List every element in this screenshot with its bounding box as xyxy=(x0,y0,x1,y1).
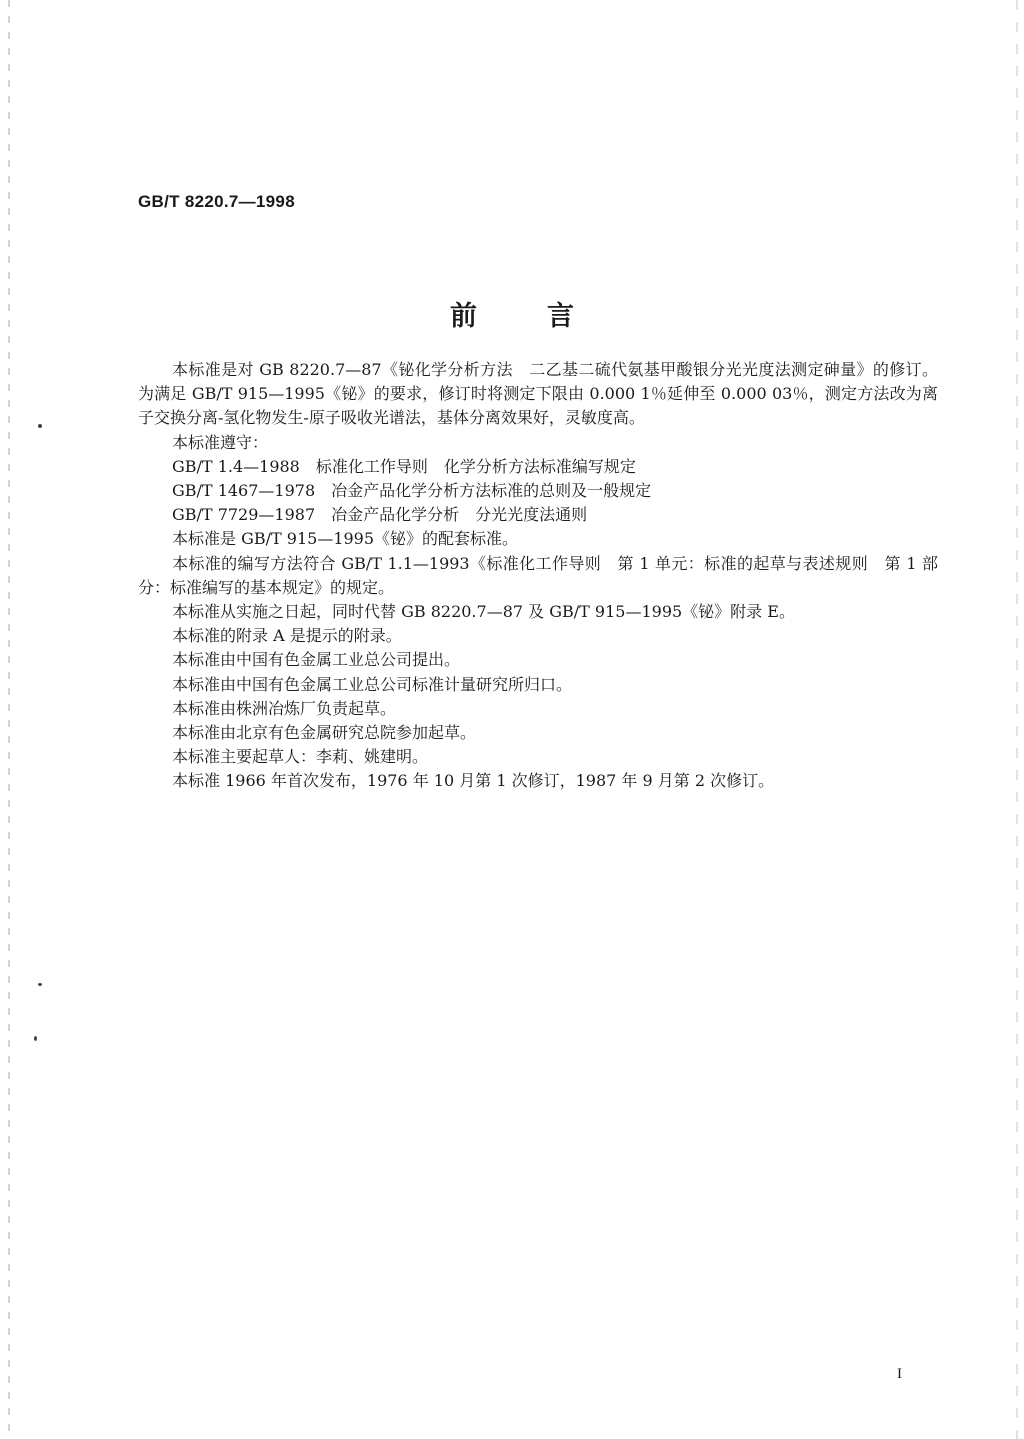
body-paragraph: 本标准是 GB/T 915—1995《铋》的配套标准。 xyxy=(172,529,519,549)
intro-paragraph: 本标准是对 GB 8220.7—87《铋化学分析方法 二乙基二硫代氨基甲酸银分光光度法测定砷量》的修订。为满足 GB/T 915—1995《铋》的要求，修订时将测定下限由 0.000 1％延伸至 0.000 03％，测定方法改为离子交换分离-氢化物发生-原子吸收光谱法，基体分离效果好，灵敏度高。 xyxy=(138,360,938,428)
body-paragraph: 本标准 1966 年首次发布，1976 年 10 月第 1 次修订，1987 年 9 月第 2 次修订。 xyxy=(172,771,775,791)
intro-paragraph: 本标准遵守： xyxy=(172,432,269,452)
body-paragraph: 本标准由中国有色金属工业总公司标准计量研究所归口。 xyxy=(172,674,573,694)
referenced-standards-list xyxy=(138,455,938,528)
scan-speck xyxy=(38,983,42,986)
foreword-body xyxy=(138,358,938,794)
referenced-standard: GB/T 7729—1987 冶金产品化学分析 分光光度法通则 xyxy=(172,505,588,525)
body-paragraph: 本标准从实施之日起，同时代替 GB 8220.7—87 及 GB/T 915—1995《铋》附录 E。 xyxy=(172,602,795,622)
body-paragraph: 本标准的附录 A 是提示的附录。 xyxy=(172,626,402,646)
scan-speck xyxy=(34,1036,37,1041)
scan-speck xyxy=(38,424,42,428)
page-title: 前言 xyxy=(450,301,644,332)
body-paragraph: 本标准由北京有色金属研究总院参加起草。 xyxy=(172,723,477,743)
body-paragraph: 本标准由株洲冶炼厂负责起草。 xyxy=(172,698,397,718)
document-code: GB/T 8220.7—1998 xyxy=(138,192,295,211)
scan-edge-right xyxy=(1016,0,1018,1439)
scan-edge-left xyxy=(8,0,10,1439)
body-paragraph: 本标准主要起草人：李莉、姚建明。 xyxy=(172,747,429,767)
body-paragraph: 本标准由中国有色金属工业总公司提出。 xyxy=(172,650,461,670)
referenced-standard: GB/T 1467—1978 冶金产品化学分析方法标准的总则及一般规定 xyxy=(172,481,652,501)
body-paragraph: 本标准的编写方法符合 GB/T 1.1—1993《标准化工作导则 第 1 单元：标准的起草与表述规则 第 1 部分：标准编写的基本规定》的规定。 xyxy=(138,553,938,597)
referenced-standard: GB/T 1.4—1988 标准化工作导则 化学分析方法标准编写规定 xyxy=(172,456,636,476)
page-number: I xyxy=(897,1366,902,1382)
